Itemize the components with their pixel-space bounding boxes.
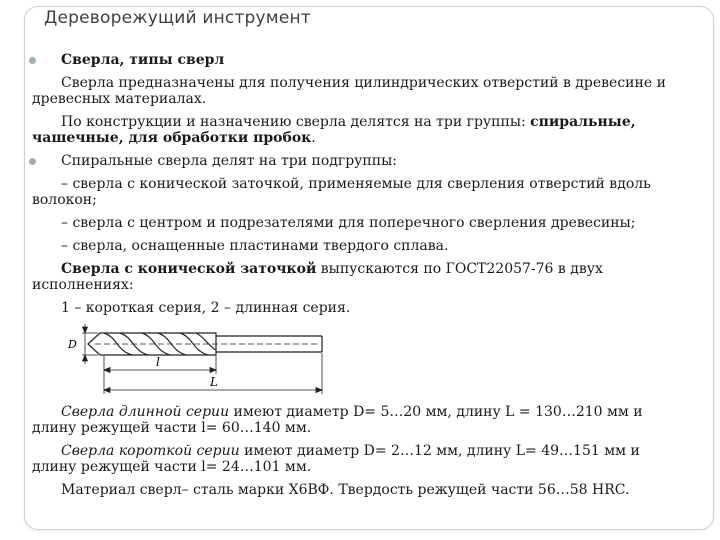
paragraph-series: 1 – короткая серия, 2 – длинная серия.: [61, 300, 351, 316]
paragraph-bold: Сверла с конической заточкой: [61, 261, 317, 277]
list-item: – сверла с конической заточкой, применяемые для сверления отверстий вдоль волокон;: [32, 176, 651, 208]
paragraph-italic: Сверла короткой серии: [61, 443, 240, 459]
drill-diagram: [60, 322, 340, 400]
paragraph-bold: спиральные, чашечные, для обработки пробок: [32, 114, 636, 146]
label-l: l: [156, 355, 160, 369]
bullet-text: Спиральные сверла делят на три подгруппы:: [61, 153, 397, 169]
paragraph-italic: Сверла длинной серии: [61, 404, 230, 420]
lower-content: [32, 404, 688, 498]
paragraph-text: имеют диаметр D= 2…12 мм, длину L= 49…151 мм и длину режущей части l= 24…101 мм.: [32, 443, 640, 475]
bullet-item: [32, 52, 688, 68]
paragraph-conical: [32, 261, 688, 293]
paragraph-text: имеют диаметр D= 5…20 мм, длину L = 130…210 мм и длину режущей части l= 60…140 мм.: [32, 404, 643, 436]
dimension-l: [104, 356, 216, 374]
paragraph-material: Материал сверл– сталь марки Х6ВФ. Твердость режущей части 56…58 HRC.: [61, 482, 630, 498]
paragraph-long-series: [32, 404, 688, 436]
bullet-heading: Сверла, типы сверл: [61, 52, 225, 68]
paragraph-end: .: [311, 130, 316, 146]
bullet-dot-icon: [29, 158, 36, 165]
paragraph-groups: [32, 114, 688, 146]
slide-title: Дереворежущий инструмент: [44, 8, 311, 28]
label-D: D: [68, 338, 77, 351]
label-L: L: [210, 375, 218, 389]
main-content: [32, 52, 688, 316]
bullet-item: [32, 153, 688, 169]
drill-drawing: [60, 322, 340, 400]
bullet-dot-icon: [29, 57, 36, 64]
paragraph: Сверла предназначены для получения цилиндрических отверстий в древесине и древесных материалах.: [32, 75, 666, 107]
drill-body: [88, 333, 322, 355]
list-item: – сверла с центром и подрезателями для поперечного сверления древесины;: [61, 215, 636, 231]
list-item: – сверла, оснащенные пластинами твердого сплава.: [61, 238, 449, 254]
paragraph-text: По конструкции и назначению сверла делятся на три группы:: [61, 114, 531, 130]
paragraph-text: выпускаются по ГОСТ22057-76 в двух исполнениях:: [32, 261, 603, 293]
paragraph-short-series: [32, 443, 688, 475]
